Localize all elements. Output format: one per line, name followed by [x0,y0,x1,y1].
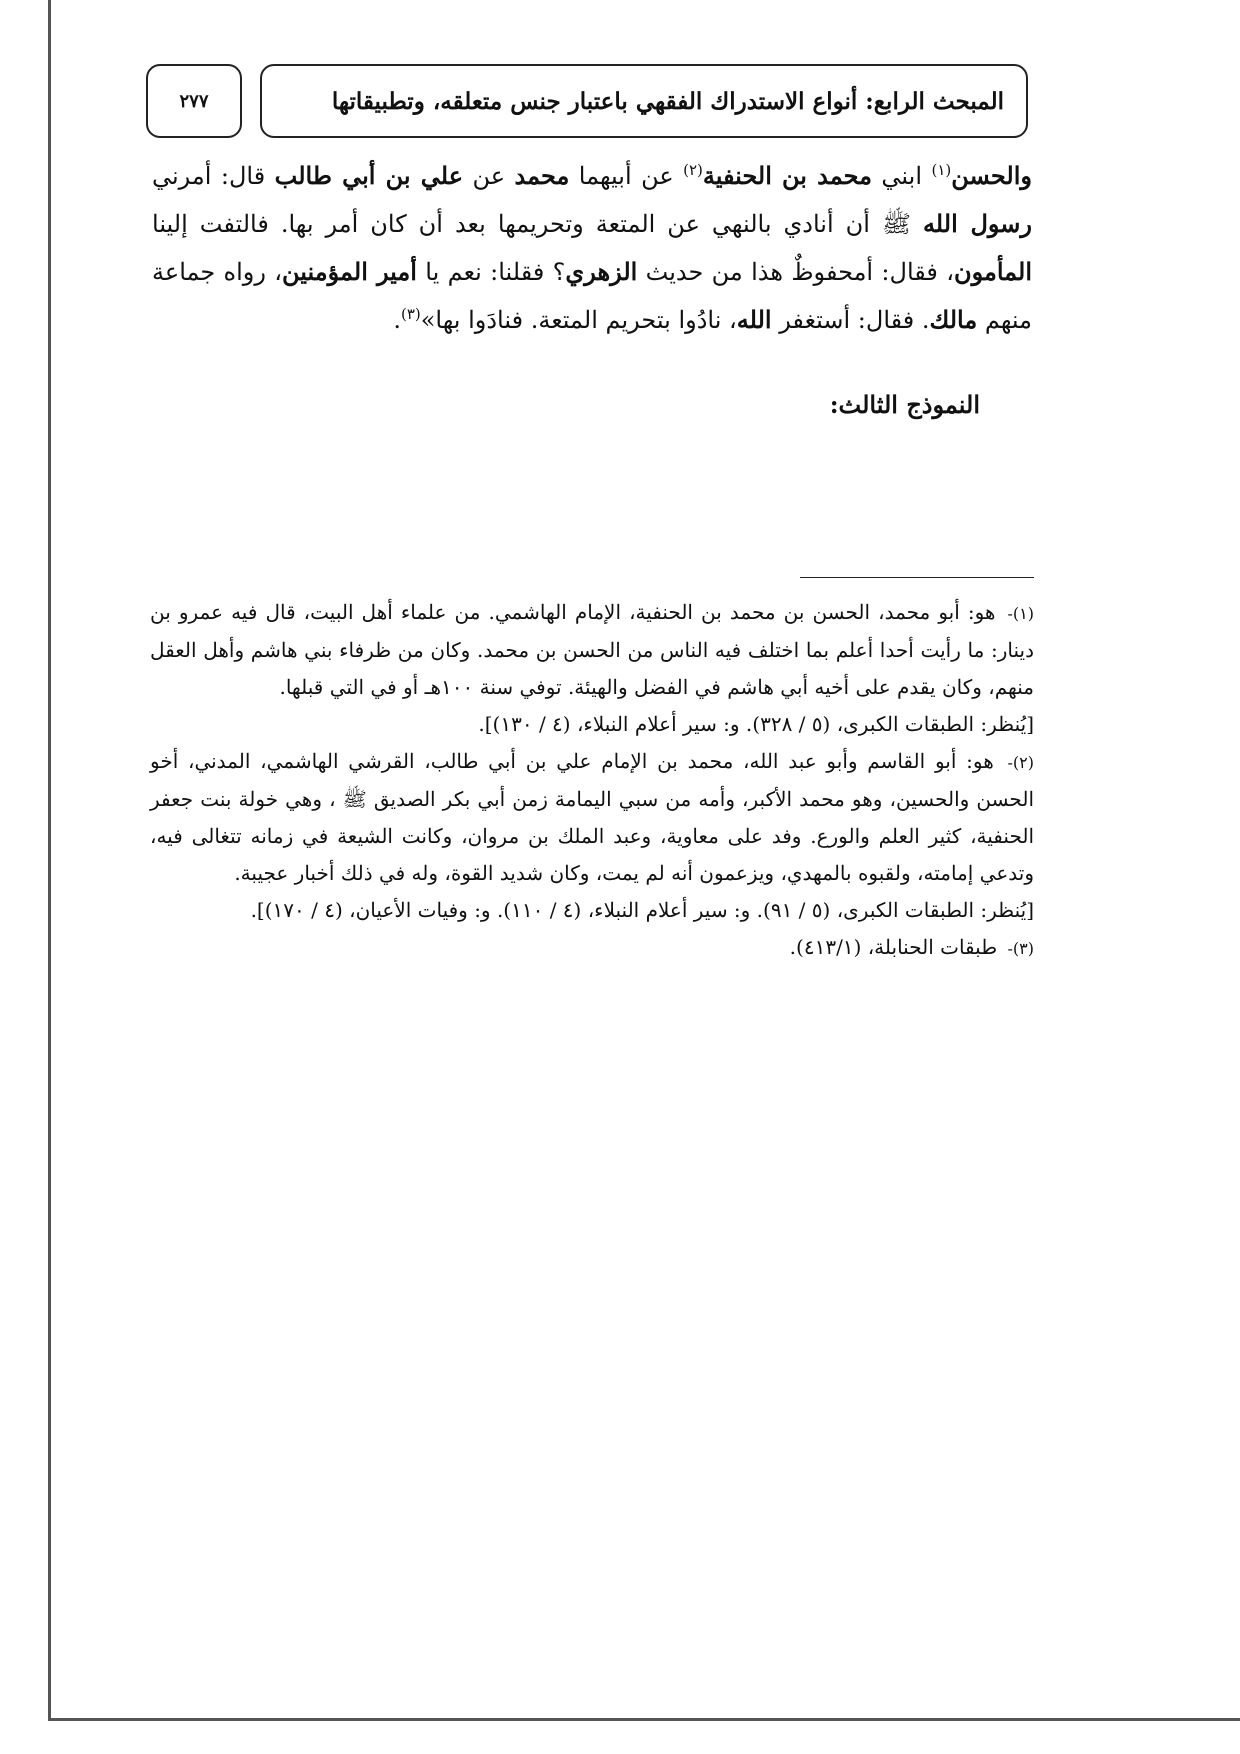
name-malik: مالك [929,305,978,334]
name-al-mamun: المأمون [953,257,1032,286]
text-run: . فقال: أستغفر [771,306,930,334]
footnote-number: (٣)- [1007,939,1034,958]
section-heading: النموذج الثالث: [829,390,980,419]
title-amir-al-muminin: أمير المؤمنين [282,257,417,286]
name-al-zuhri: الزهري [565,257,638,286]
footnote-text: هو: أبو القاسم وأبو عبد الله، محمد بن الإمام علي بن أبي طالب، القرشي الهاشمي، المدني، أخو الحسن والحسين، وهو محمد الأكبر، وأمه من سبي اليمامة زمن أبي بكر الصديق ﷺ ، وهي خولة بنت جعفر الحنفية، كثير العلم والورع. وفد على معاوية، وعبد الملك بن مروان، وكانت الشيعة في زمانه تتغالى فيه، وتدعي إمامته، ولقبوه بالمهدي، ويزعمون أنه لم يمت، وكان شديد القوة، وله في ذلك أخبار عجيبة. [150,749,1034,885]
page-number: ٢٧٧ [179,90,209,112]
body-paragraph [152,152,1032,344]
text-run: عن [463,162,515,190]
text-run: ، فقال: أمحفوظٌ هذا من حديث [637,258,954,286]
footnote-number: (١)- [1007,604,1035,623]
footnote-separator [800,577,1034,578]
footnote-1 [150,594,1034,706]
text-run: ﷺ أن أنادي بالنهي عن المتعة وتحريمها بعد أن كان أمر بها. فالتفت إلينا [152,210,923,238]
page-border-bottom [48,1718,1240,1721]
name-allah: الله [736,305,772,334]
running-header [260,64,1028,138]
text-run: ؟ فقلنا: نعم يا [416,258,566,286]
footnote-text: طبقات الحنابلة، (٤١٣/١). [789,935,998,959]
text-run: ، نادُوا بتحريم المتعة. فنادَوا بها» [420,306,737,334]
footnote-ref-3: (٣) [400,305,421,323]
text-run: عن أبيهما [569,162,684,190]
footnote-1-source: [يُنظر: الطبقات الكبرى، (٥ / ٣٢٨). و: سير أعلام النبلاء، (٤ / ١٣٠)]. [478,712,1034,736]
text-run: ابني [871,162,932,190]
footnote-2-source: [يُنظر: الطبقات الكبرى، (٥ / ٩١). و: سير أعلام النبلاء، (٤ / ١١٠). و: وفيات الأعيان، (٤ / ١٧٠)]. [250,898,1034,922]
footnotes [150,594,1034,967]
name-muhammad-ibn-al-hanafiyya: محمد بن الحنفية [702,161,872,190]
text-run: ، رواه جماعة منهم [152,258,1032,334]
footnote-text: هو: أبو محمد، الحسن بن محمد بن الحنفية، الإمام الهاشمي. من علماء أهل البيت، قال فيه عمرو بن دينار: ما رأيت أحدا أعلم بما اختلف فيه الناس من الحسن بن محمد. وكان من ظرفاء بني هاشم وأهل العقل منهم، وكان يقدم على أخيه أبي هاشم في الفضل والهيئة. توفي سنة ١٠٠هـ أو في التي قبلها. [150,600,1034,699]
text-run: قال: أمرني [152,162,275,190]
footnote-ref-2: (٢) [683,161,703,179]
header-title: المبحث الرابع: أنواع الاستدراك الفقهي باعتبار جنس متعلقه، وتطبيقاتها [331,87,1004,115]
name-ali-ibn-abi-talib: علي بن أبي طالب [274,161,464,190]
name-muhammad: محمد [514,161,570,190]
page-number-box [146,64,242,138]
name-rasul-allah: رسول الله [922,209,1032,238]
footnote-2 [150,743,1034,892]
main-text [152,152,1032,344]
footnote-number: (٢)- [1007,753,1035,772]
page-border-left [48,0,51,1720]
footnote-ref-1: (١) [931,161,952,179]
name-al-hasan: والحسن [951,161,1032,190]
footnote-3 [150,929,1034,967]
text-run: . [393,306,401,334]
